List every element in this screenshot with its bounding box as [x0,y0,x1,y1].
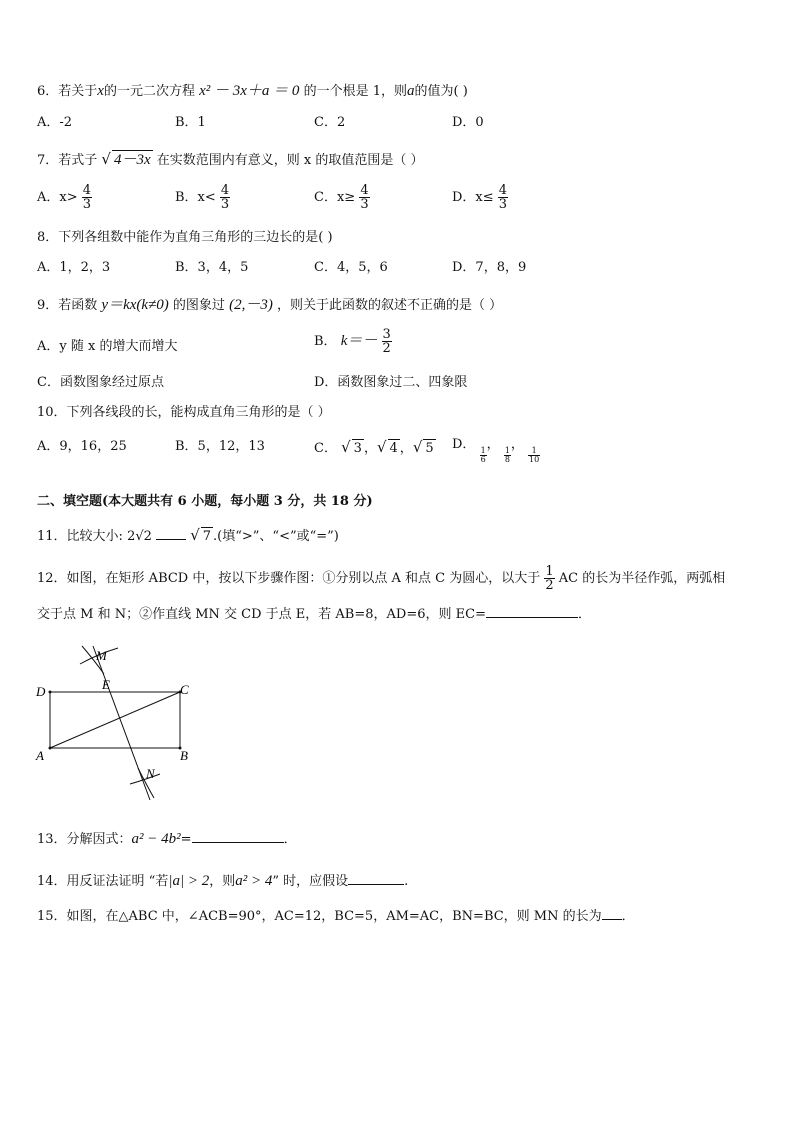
q9-b-num: 3 [382,327,391,342]
q6-var: x [97,83,104,99]
q6-var2: a [406,83,415,99]
q6-equation: x² － 3x＋a ＝ 0 [199,83,300,99]
q8-option-d: D．7，8，9 [452,260,527,275]
sqrt-sign: √ [101,150,111,168]
question-14 [37,870,408,891]
q6-post: 的值为( ) [414,84,468,99]
q9-function: y＝kx(k≠0) [101,297,169,313]
q14-mid: ，则 [209,874,236,889]
q9-option-d: D．函数图象过二、四象限 [314,375,468,390]
sqrt-sign: √ [341,438,351,456]
q10-d-frac3-den: 10 [529,455,540,464]
q10-c-label: C． [314,441,337,456]
q13-end: ． [283,832,297,847]
question-11 [37,525,339,546]
point-a [49,747,52,750]
q9-b-fraction [382,328,392,355]
q8-option-a: A．1，2，3 [37,260,111,275]
rectangle-construction-figure [30,638,210,808]
question-15 [37,905,635,926]
q13-answer-blank[interactable] [192,828,284,843]
q9-b-den: 2 [382,341,391,356]
q11-left: 2√2 [127,529,152,544]
q13-post: = [180,832,192,847]
label-n: N [146,766,155,781]
q10-d-frac3 [528,447,540,464]
q7-option-a [37,184,92,211]
q9-option-a: A．y 随 x 的增大而增大 [37,339,178,354]
q7-d-num: 4 [498,183,508,198]
q15-answer-blank[interactable] [602,905,622,920]
q14-end: . [404,874,409,889]
q10-d-frac2-den: 8 [504,455,510,464]
q10-c-r2: 4 [389,441,398,456]
question-9 [37,296,502,315]
question-12-line-2 [37,603,591,624]
q15-text: 15．如图，在△ABC 中，∠ACB=90°，AC=12，BC=5，AM=AC，BN=BC，则 MN 的长为 [37,909,602,924]
q9-post: ，则关于此函数的叙述不正确的是（ ） [276,298,503,313]
label-d: D [36,684,46,699]
q6-mid1: 的一元二次方程 [103,84,195,99]
q6-pre: 6．若关于 [37,84,98,99]
q10-option-b: B．5，12，13 [175,439,265,454]
q12-line1-post: AC 的长为半径作弧，两弧相 [558,571,726,586]
q10-option-d: D． $\frac{1}{6}$ ， $\frac{1}{8}$ ， $\frac{1}{10}$ [452,437,540,464]
q6-option-b: B．1 [175,115,206,130]
question-10: 10．下列各线段的长，能构成直角三角形的是（ ） [37,405,331,420]
sqrt-sign: √ [412,438,423,456]
q9-pre: 9．若函数 [37,298,98,313]
q7-option-c [314,184,370,211]
q9-option-b [314,328,392,355]
q8-option-c: C．4，5，6 [314,260,388,275]
label-b: B [180,748,188,763]
q7-a-label: A．x> [37,190,78,205]
q10-d-frac2 [504,447,511,464]
label-c: C [180,682,189,697]
q9-point: (2,－3) [229,297,273,313]
point-d [49,691,52,694]
q9-mid: 的图象过 [172,298,225,313]
q15-end: ． [621,909,635,924]
question-13 [37,828,297,849]
q12-line2-end: ． [577,607,591,622]
q9-b-label: B． [314,334,337,349]
q14-pre: 14．用反证法证明 “若 [37,874,169,889]
q14-post: ” 时，应假设 [272,874,349,889]
q13-expression: a² − 4b² [131,831,181,847]
q7-radicand: 4－3x [113,152,151,168]
q10-d-label: D． [452,437,476,452]
q7-c-num: 4 [360,183,369,198]
q8-option-b: B．3，4，5 [175,260,249,275]
q7-c-label: C．x≥ [314,190,356,205]
q10-d-frac1 [480,447,487,464]
q7-b-fraction [220,184,230,211]
q14-conclusion: a² > 4 [235,873,273,889]
q7-a-fraction [82,184,92,211]
q10-d-frac3-num: 1 [528,447,540,456]
q11-pre: 11．比较大小: [37,529,123,544]
q10-d-frac1-den: 6 [480,455,486,464]
label-a: A [36,748,44,763]
q7-c-fraction [359,184,369,211]
q7-a-num: 4 [82,183,92,198]
q12-half-num: 1 [545,564,554,579]
q6-option-c: C．2 [314,115,346,130]
q6-mid2: 的一个根是 1，则 [303,84,407,99]
q6-option-d: D．0 [452,115,484,130]
q7-option-b [175,184,230,211]
q12-half-fraction [544,565,554,592]
q7-option-d [452,184,508,211]
sqrt-sign: √ [190,526,200,544]
q10-d-frac2-num: 1 [504,446,510,455]
q7-b-label: B．x< [175,190,216,205]
q11-answer-blank[interactable] [156,525,186,540]
section-2-heading: 二、填空题(本大题共有 6 小题，每小题 3 分，共 18 分) [37,494,373,509]
q12-line2: 交于点 M 和 N；②作直线 MN 交 CD 于点 E，若 AB=8，AD=6，则 EC= [37,607,486,622]
q10-option-a: A．9，16，25 [37,439,127,454]
q11-right: 7 [202,529,212,544]
q11-post: .(填“>”、“<”或“=”) [213,529,339,544]
question-12-line-1 [37,565,725,592]
q7-post: 在实数范围内有意义，则 x 的取值范围是（ ） [156,153,424,168]
line-mn [93,646,150,800]
q10-c-r3: 5 [425,441,434,456]
q14-condition: |a| > 2 [168,873,210,889]
q7-d-fraction [498,184,508,211]
q9-option-c: C．函数图象经过原点 [37,375,164,390]
q7-c-den: 3 [360,197,369,212]
q9-b-k: k＝－ [340,333,378,349]
sqrt-sign: √ [376,438,387,456]
q7-d-den: 3 [498,197,508,212]
diagonal-ac [50,692,180,748]
label-m: M [96,648,107,663]
q14-answer-blank[interactable] [348,870,404,885]
q12-answer-blank[interactable] [486,603,578,618]
q6-option-a: A．-2 [37,115,73,130]
q7-b-num: 4 [220,183,230,198]
q7-b-den: 3 [220,197,230,212]
q7-a-den: 3 [82,197,92,212]
q7-pre: 7．若式子 [37,153,98,168]
q12-line1-pre: 12．如图，在矩形 ABCD 中，按以下步骤作图：①分别以点 A 和点 C 为圆心，以大于 [37,571,541,586]
q10-c-r1: 3 [353,441,362,456]
question-8: 8．下列各组数中能作为直角三角形的三边长的是( ) [37,230,333,245]
q10-d-frac1-num: 1 [480,446,486,455]
question-6 [37,82,468,101]
label-e: E [102,677,110,692]
q7-d-label: D．x≤ [452,190,494,205]
q12-half-den: 2 [545,578,554,593]
q10-option-c: C． √ 3 ，√ 4 ，√ 5 [314,438,434,456]
question-7 [37,150,424,170]
q13-pre: 13．分解因式： [37,832,132,847]
